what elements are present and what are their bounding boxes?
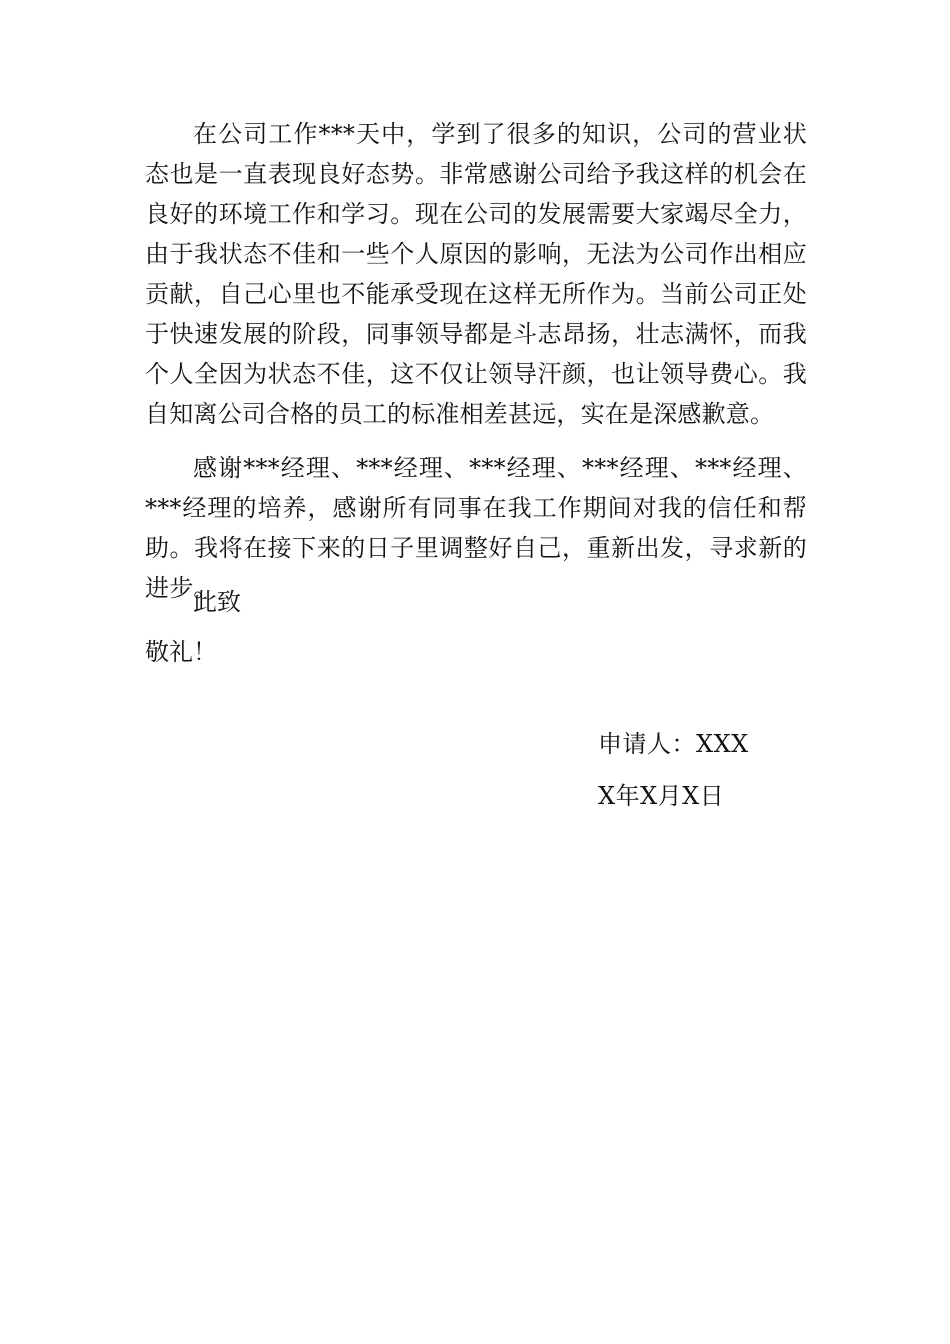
letter-date: X年X月X日 (598, 782, 725, 810)
letter-paragraph-2: 感谢***经理、***经理、***经理、***经理、***经理、***经理的培养，感谢所有同事在我工作期间对我的信任和帮助。我将在接下来的日子里调整好自己，重新出发，寻求新的进步。 (145, 454, 807, 602)
closing-salutation-1: 此致 (193, 588, 241, 616)
closing-salutation-2: 敬礼！ (145, 638, 217, 666)
applicant-signature: 申请人：XXX (598, 730, 749, 758)
letter-paragraph-1: 在公司工作***天中，学到了很多的知识，公司的营业状态也是一直表现良好态势。非常感谢公司给予我这样的机会在良好的环境工作和学习。现在公司的发展需要大家竭尽全力，由于我状态不佳和一些个人原因的影响，无法为公司作出相应贡献，自己心里也不能承受现在这样无所作为。当前公司正处于快速发展的阶段，同事领导都是斗志昂扬，壮志满怀，而我个人全因为状态不佳，这不仅让领导汗颜，也让领导费心。我自知离公司合格的员工的标准相差甚远，实在是深感歉意。 (145, 120, 807, 428)
